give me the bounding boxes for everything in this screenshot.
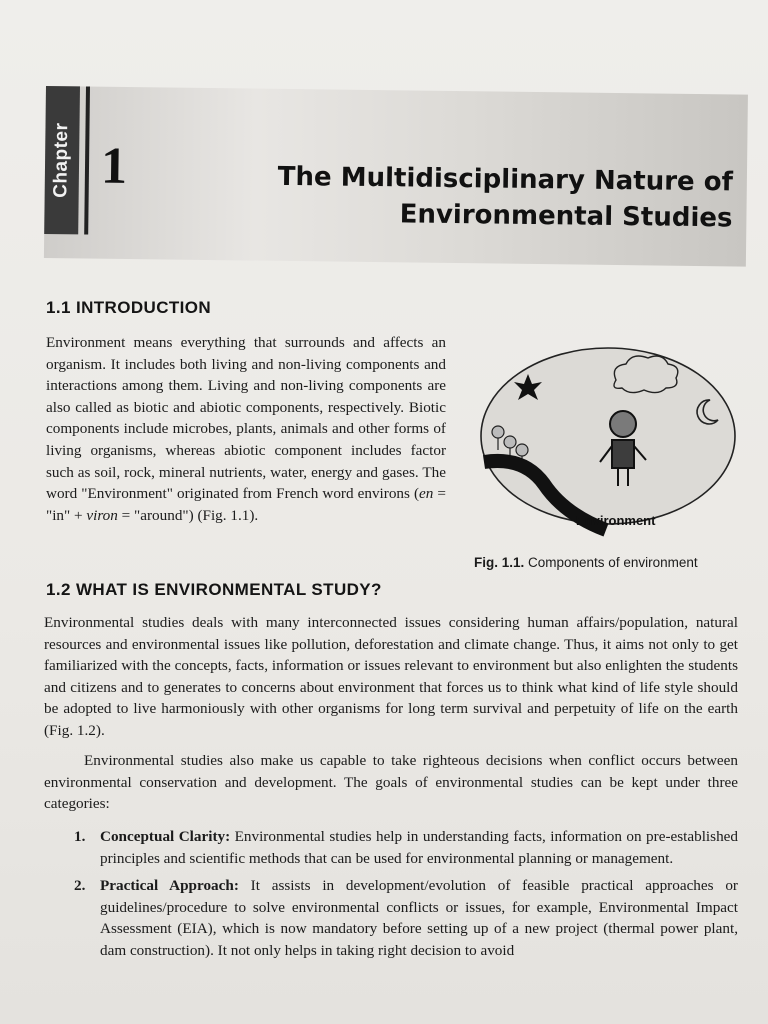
section-heading-environmental-study: 1.2 WHAT IS ENVIRONMENTAL STUDY? [46, 580, 382, 599]
term-viron: viron [86, 506, 118, 524]
goal-number: 2. [74, 877, 86, 895]
equation-part-2: = "around") (Fig. 1.1). [117, 506, 259, 524]
environment-illustration [478, 340, 738, 545]
chapter-title-line1: The Multidisciplinary Nature of [277, 161, 734, 198]
figure-caption-text: Components of environment [524, 555, 698, 570]
chapter-title [277, 159, 733, 237]
chapter-rule [84, 86, 90, 234]
environment-label: Environment [576, 513, 656, 528]
goal-term: Conceptual Clarity: [100, 828, 231, 845]
paragraph-2-text: Environmental studies also make us capable to take righteous decisions when conflict occurs between environmental conservation and development. The goals of environmental studies can be kept under three categories: [44, 752, 738, 813]
goal-item [44, 826, 738, 869]
environmental-study-paragraph-2 [44, 750, 738, 815]
goal-text: Environmental studies help in understanding facts, information on pre-established principles and scientific methods that can be used for environmental planning or management. [100, 828, 738, 867]
goal-number: 1. [74, 828, 86, 845]
figure-components-of-environment [478, 340, 738, 545]
goal-text: It assists in development/evolution of feasible practical approaches or guidelines/procedure to solve environmental conflicts or issues, for example, Environmental Impact Assessment (EIA), which is now mandatory before setting up of a new project (thermal power plant, dam construction). It not only helps in taking right decision to avoid [100, 877, 738, 959]
introduction-paragraph [46, 332, 446, 526]
chapter-banner [44, 86, 748, 267]
environmental-study-paragraph-1 [44, 612, 738, 742]
figure-caption-number: Fig. 1.1. [474, 555, 525, 570]
chapter-label: Chapter [50, 122, 73, 198]
paragraph-1-text: Environmental studies deals with many interconnected issues considering human affairs/population, natural resources and environmental issues like pollution, deforestation and climate change. Thus, it aims not only to get familiarized with the concepts, facts, information or issues relevant to environment but also enlighten the students and citizens and to generates to concerns about environment that forces us to think what kind of life style should be adopted to live harmoniously with other organisms for long term survival and perpetuity of life on the earth (Fig. 1.2). [44, 614, 738, 739]
goals-list [44, 826, 738, 968]
chapter-tab [44, 86, 80, 234]
chapter-title-line2: Environmental Studies [399, 199, 733, 234]
equation-part-1: = "in" + [46, 485, 446, 524]
term-en: en [419, 485, 434, 503]
goal-item [44, 875, 738, 961]
introduction-text: Environment means everything that surrounds and affects an organism. It includes both living and non-living components and interactions among them. Living and non-living components are also called as biotic and abiotic components, respectively. Biotic components include microbes, plants, animals and other forms of living organisms, whereas abiotic component includes factor such as soil, rock, mineral nutrients, water, energy and gases. The word "Environment" originated from French word environs ( [46, 334, 446, 503]
environment-circle [481, 348, 735, 524]
goal-term: Practical Approach: [100, 877, 239, 895]
section-heading-introduction: 1.1 INTRODUCTION [46, 298, 212, 317]
chapter-number: 1 [100, 137, 128, 195]
figure-caption [474, 555, 698, 570]
